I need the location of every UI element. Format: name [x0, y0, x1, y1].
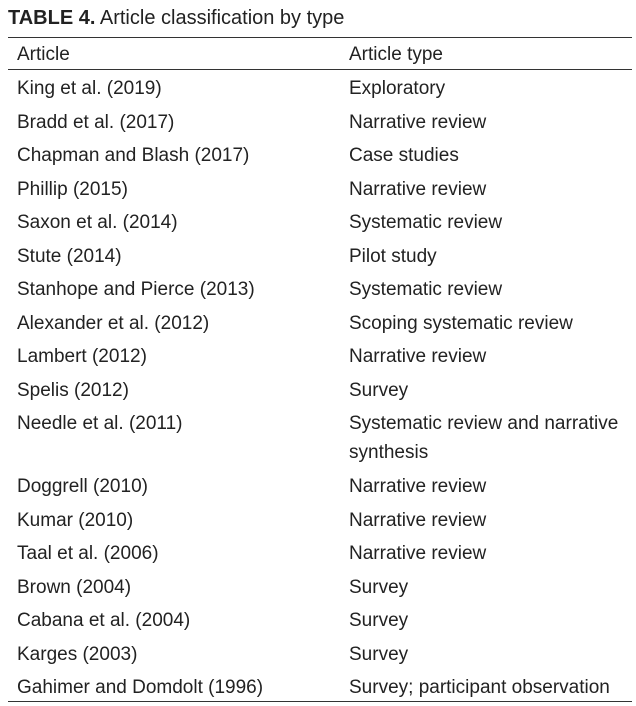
article-type-cell: Narrative review	[349, 476, 487, 497]
table-label: TABLE 4.	[8, 7, 96, 29]
article-cell: Needle et al. (2011)	[17, 413, 183, 434]
article-cell: Stanhope and Pierce (2013)	[17, 279, 255, 300]
table-row	[0, 273, 636, 307]
table-row	[0, 671, 636, 705]
header-article: Article	[17, 44, 70, 65]
table-row	[0, 571, 636, 605]
article-cell: Chapman and Blash (2017)	[17, 145, 250, 166]
table-row	[0, 374, 636, 408]
table-row	[0, 470, 636, 504]
table-header-row	[0, 42, 636, 68]
article-cell: Saxon et al. (2014)	[17, 212, 178, 233]
table-row	[0, 173, 636, 207]
table-row	[0, 206, 636, 240]
table-row	[0, 537, 636, 571]
article-type-cell: Narrative review	[349, 111, 487, 133]
article-cell: Taal et al. (2006)	[17, 543, 159, 564]
article-type-cell: Survey	[349, 576, 409, 598]
table-row	[0, 504, 636, 538]
article-cell: Kumar (2010)	[17, 509, 134, 531]
article-cell: Doggrell (2010)	[17, 476, 148, 497]
article-type-cell: Systematic review	[349, 212, 503, 233]
article-type-cell: Pilot study	[349, 245, 437, 267]
article-cell: Gahimer and Domdolt (1996)	[17, 677, 264, 698]
article-type-cell: Systematic review and narrative synthesis	[349, 413, 619, 463]
table-body	[0, 72, 636, 705]
article-type-cell: Exploratory	[349, 78, 446, 99]
table-caption: Article classification by type	[95, 7, 345, 29]
article-cell: Bradd et al. (2017)	[17, 111, 175, 133]
article-type-cell: Case studies	[349, 145, 459, 166]
article-type-cell: Narrative review	[349, 543, 487, 564]
article-cell: Spelis (2012)	[17, 379, 129, 401]
table-row	[0, 307, 636, 341]
table-row	[0, 139, 636, 173]
table-row	[0, 638, 636, 672]
article-type-cell: Survey	[349, 379, 409, 401]
article-type-cell: Scoping systematic review	[349, 312, 573, 334]
article-type-cell: Narrative review	[349, 509, 487, 531]
article-type-cell: Narrative review	[349, 178, 487, 200]
article-cell: Karges (2003)	[17, 643, 138, 665]
top-rule	[8, 37, 632, 38]
article-type-cell: Survey	[349, 643, 409, 665]
bottom-rule	[8, 701, 632, 702]
article-cell: Brown (2004)	[17, 576, 132, 598]
article-type-cell: Narrative review	[349, 346, 487, 367]
header-article-type: Article type	[349, 44, 443, 65]
article-cell: Phillip (2015)	[17, 178, 128, 200]
table-row	[0, 72, 636, 106]
article-cell: Cabana et al. (2004)	[17, 610, 191, 631]
article-cell: Stute (2014)	[17, 245, 122, 267]
table-row	[0, 240, 636, 274]
header-rule	[8, 69, 632, 70]
table-row	[0, 604, 636, 638]
table-row	[0, 407, 636, 470]
article-type-cell: Survey	[349, 610, 409, 631]
table-row	[0, 340, 636, 374]
article-type-cell: Systematic review	[349, 279, 503, 300]
article-type-cell: Survey; participant observation	[349, 677, 610, 698]
article-cell: Alexander et al. (2012)	[17, 312, 210, 334]
article-cell: Lambert (2012)	[17, 346, 147, 367]
article-cell: King et al. (2019)	[17, 78, 162, 99]
table-row	[0, 106, 636, 140]
table-title	[8, 5, 344, 31]
